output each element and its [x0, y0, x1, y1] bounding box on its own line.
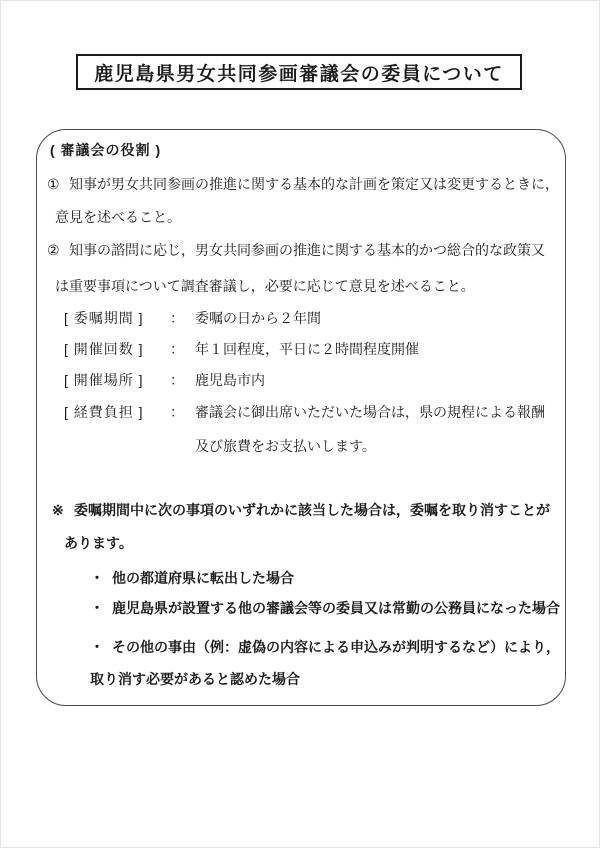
document-title-box: [76, 54, 522, 90]
detail-row-frequency: [64, 341, 419, 358]
document-title: 鹿児島県男女共同参画審議会の委員について: [94, 63, 504, 85]
cancel-condition-3-cont: 取り消す必要があると認めた場合: [90, 671, 300, 687]
detail-label: [ 開催回数 ]: [64, 341, 144, 357]
panel-heading: ( 審議会の役割 ): [50, 142, 162, 158]
role-1-text: 知事が男女共同参画の推進に関する基本的な計画を策定又は変更するときに，: [69, 176, 559, 192]
bullet-icon: ・: [90, 639, 104, 655]
cancel-condition-2-text: 鹿児島県が設置する他の審議会等の委員又は常勤の公務員になった場合: [112, 600, 560, 616]
cancel-condition-2: [90, 600, 560, 617]
cancel-condition-3: [90, 639, 560, 656]
bullet-icon: ・: [90, 570, 104, 586]
cancel-condition-3-text: その他の事由（例：虚偽の内容による申込みが判明するなど）により，: [112, 639, 560, 655]
cancel-condition-1-text: 他の都道府県に転出した場合: [112, 570, 294, 586]
role-2-text: 知事の諮問に応じ，男女共同参画の推進に関する基本的かつ総合的な政策又: [69, 242, 545, 258]
detail-label: [ 委嘱期間 ]: [64, 310, 144, 326]
detail-row-expenses: [64, 404, 545, 421]
detail-label: [ 経費負担 ]: [64, 404, 144, 420]
detail-row-term: [64, 310, 321, 327]
role-2-text-cont: は重要事項について調査審議し，必要に応じて意見を述べること。: [55, 278, 475, 294]
cancellation-note-cont: あります。: [64, 535, 133, 551]
cancellation-note: [52, 502, 550, 519]
role-item-1: [47, 176, 559, 193]
detail-expenses-cont: 及び旅費をお支払いします。: [195, 438, 376, 454]
bullet-icon: ・: [90, 600, 104, 616]
detail-colon: ：: [170, 404, 184, 420]
council-info-panel: [36, 129, 566, 706]
detail-value: 年１回程度，平日に２時間程度開催: [195, 341, 419, 357]
detail-value: 鹿児島市内: [195, 372, 265, 388]
role-1-text-cont: 意見を述べること。: [55, 209, 181, 225]
role-item-2: [47, 242, 545, 259]
circled-number-2: ②: [47, 242, 60, 258]
cancellation-note-text: 委嘱期間中に次の事項のいずれかに該当した場合は，委嘱を取り消すことが: [74, 502, 550, 518]
detail-colon: ：: [170, 341, 184, 357]
circled-number-1: ①: [47, 176, 60, 192]
detail-colon: ：: [170, 310, 184, 326]
detail-value: 審議会に御出席いただいた場合は，県の規程による報酬: [195, 404, 545, 420]
detail-label: [ 開催場所 ]: [64, 372, 144, 388]
detail-colon: ：: [170, 372, 184, 388]
reference-mark: ※: [52, 502, 64, 518]
cancel-condition-1: [90, 570, 294, 587]
detail-row-location: [64, 372, 265, 389]
detail-value: 委嘱の日から２年間: [195, 310, 321, 326]
